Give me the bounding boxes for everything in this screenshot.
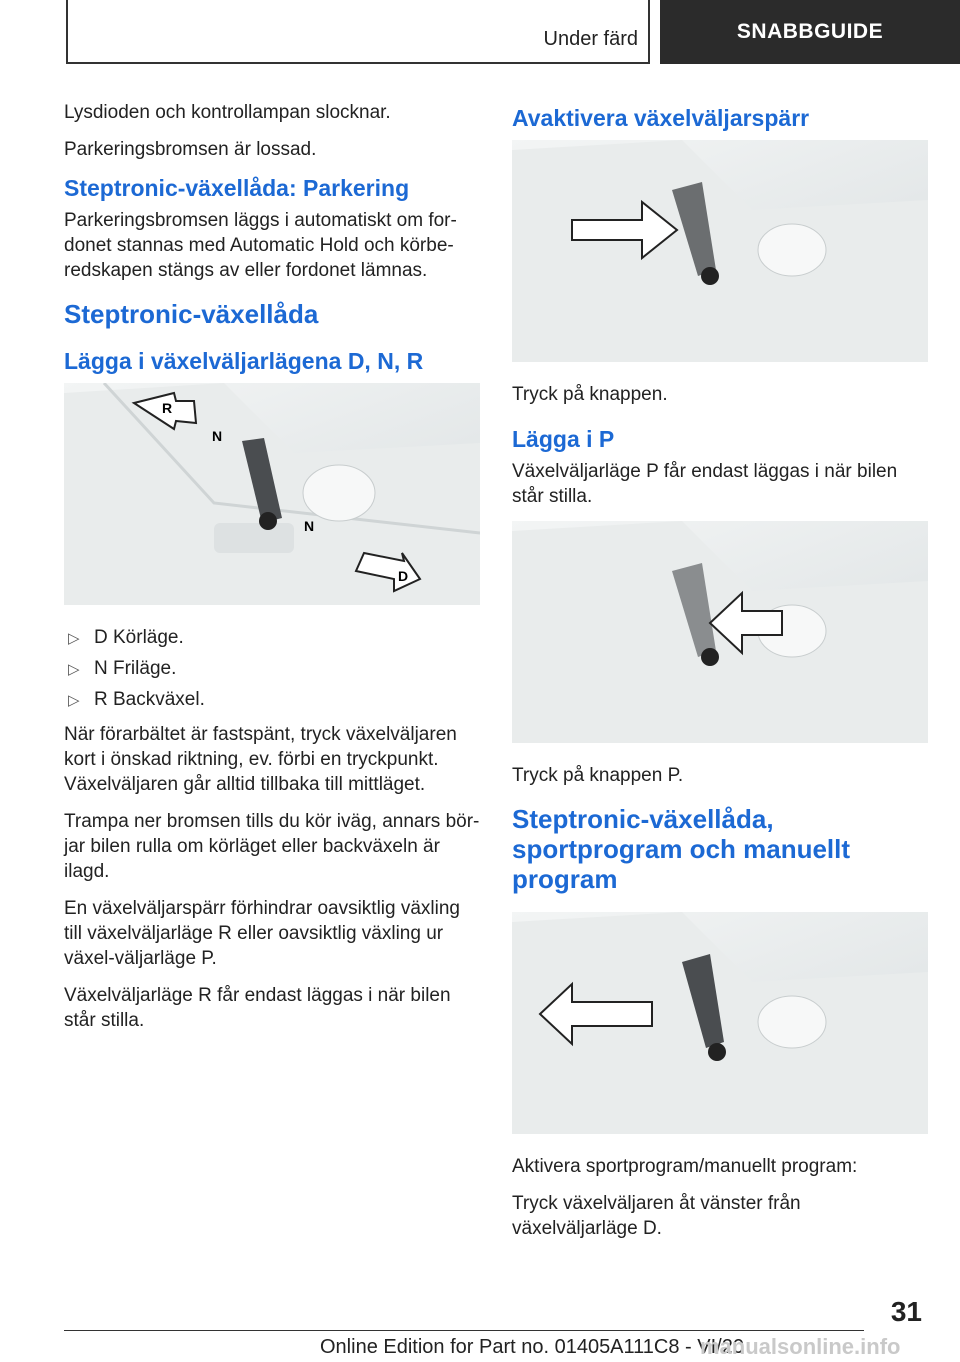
paragraph: En växelväljarspärr förhindrar oavsiktlig växling till växelväljarläge R eller oavsiktlig växling ur växel-väljarläge P. [64, 898, 461, 969]
gear-selector-illustration-drn [64, 383, 480, 605]
paragraph: Växelväljarläge P får endast läggas i när bilen står stilla. [512, 461, 898, 507]
heading-parking: Steptronic-växellåda: Parkering [64, 175, 410, 201]
section-title: Under färd [543, 28, 638, 50]
paragraph: Växelväljarläge R får endast läggas i när bilen står stilla. [64, 985, 451, 1031]
label-d: D [398, 568, 409, 584]
heading-lagga-p: Lägga i P [512, 426, 615, 452]
caption: Tryck på knappen. [512, 384, 668, 405]
bullet-triangle-icon: ▷ [68, 692, 80, 709]
gear-selector-illustration-p [512, 521, 928, 743]
footer-edition: Online Edition for Part no. 01405A111C8 - VI/20 [320, 1336, 744, 1358]
paragraph: Lysdioden och kontrollampan slocknar. [64, 102, 391, 123]
paragraph: När förarbältet är fastspänt, tryck växelväljaren kort i önskad riktning, ev. förbi en tryckpunkt. Växelväljaren går alltid tillbaka till mittläget. [64, 724, 457, 795]
caption: Aktivera sportprogram/manuellt program: [512, 1156, 858, 1177]
label-n-top: N [212, 428, 223, 444]
label-r: R [162, 400, 173, 416]
paragraph: Trampa ner bromsen tills du kör iväg, annars bör-jar bilen rulla om körläget eller backväxeln är ilagd. [64, 811, 480, 882]
paragraph: Parkeringsbromsen är lossad. [64, 139, 317, 160]
bullet-triangle-icon: ▷ [68, 630, 80, 647]
list-item: ▷ N Friläge. [64, 656, 482, 681]
left-column [64, 100, 482, 1045]
caption: Tryck på knappen P. [512, 765, 684, 786]
heading-avaktivera: Avaktivera växelväljarspärr [512, 105, 810, 131]
chapter-tab: SNABBGUIDE [660, 0, 960, 64]
watermark: manualsonline.info [700, 1334, 901, 1359]
heading-sportprogram: Steptronic-växellåda, sportprogram och manuellt program [512, 804, 851, 894]
heading-lagga: Lägga i växelväljarlägena D, N, R [64, 348, 424, 374]
list-item: ▷ D Körläge. [64, 625, 482, 650]
gear-selector-illustration-unlock [512, 140, 928, 362]
footer-divider [64, 1330, 864, 1331]
gear-selector-illustration-sport [512, 912, 928, 1134]
page-number: 31 [890, 1296, 922, 1327]
paragraph: Parkeringsbromsen läggs i automatiskt om for-donet stannas med Automatic Hold och körbe-redskapen stängs av eller fordonet lämnas. [64, 210, 457, 281]
list-item: ▷ R Backväxel. [64, 687, 482, 712]
page-header [0, 0, 960, 66]
gear-position-list [64, 625, 482, 712]
caption: Tryck växelväljaren åt vänster från växelväljarläge D. [512, 1193, 801, 1239]
right-column [512, 100, 930, 1253]
heading-steptronic: Steptronic-växellåda [64, 299, 319, 329]
label-n-bottom: N [304, 518, 315, 534]
bullet-triangle-icon: ▷ [68, 661, 80, 678]
